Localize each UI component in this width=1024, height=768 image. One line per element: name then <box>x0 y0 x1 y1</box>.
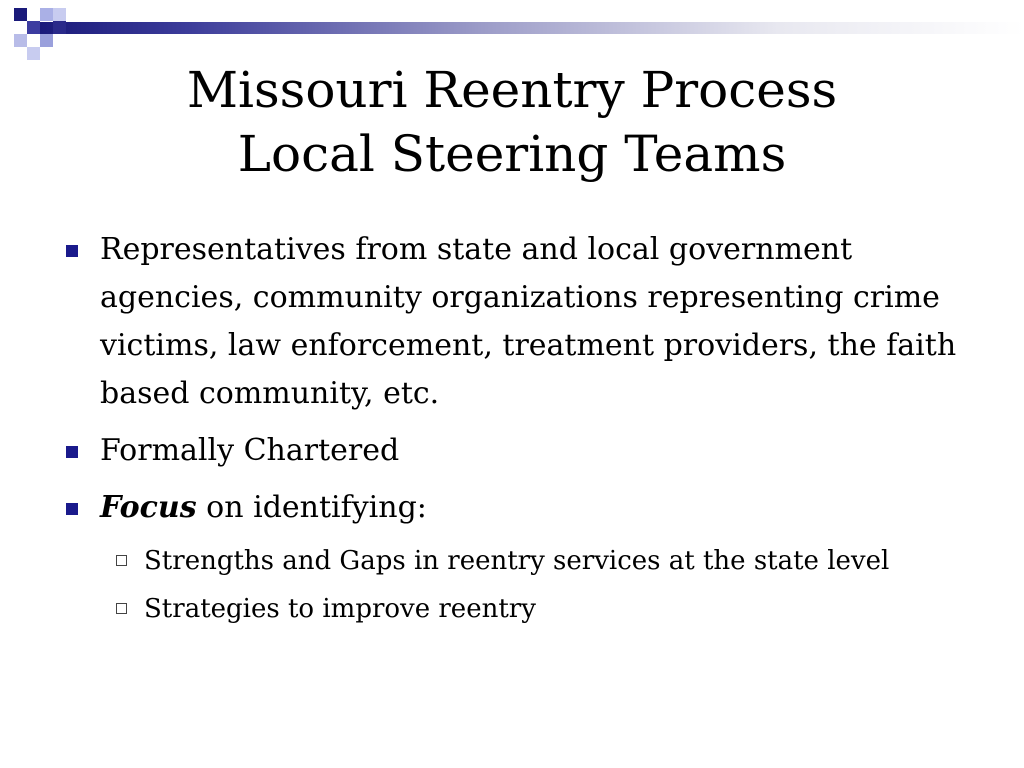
bullet-item <box>64 226 984 418</box>
hollow-square-bullet-icon <box>116 555 127 566</box>
bullet-text: on identifying: <box>196 490 427 525</box>
deco-square <box>27 21 40 34</box>
bullet-emphasis: Focus <box>100 490 197 525</box>
deco-square <box>53 21 66 34</box>
bullet-item <box>64 427 984 475</box>
bullet-item <box>64 484 984 532</box>
sub-bullet-text: Strengths and Gaps in reentry services at the state level <box>144 546 890 576</box>
sub-bullet-item <box>116 541 984 581</box>
square-bullet-icon <box>66 245 78 257</box>
header-gradient-bar <box>40 22 1024 34</box>
square-bullet-icon <box>66 503 78 515</box>
deco-square <box>14 34 27 47</box>
deco-square <box>27 47 40 60</box>
square-bullet-icon <box>66 446 78 458</box>
deco-square <box>53 8 66 21</box>
bullet-text: Formally Chartered <box>100 433 400 468</box>
deco-square <box>14 8 27 21</box>
bullet-text: Representatives from state and local government agencies, community organizations representing crime victims, law enforcement, treatment providers, the faith based community, etc. <box>100 232 957 411</box>
sub-bullet-text: Strategies to improve reentry <box>144 594 536 624</box>
hollow-square-bullet-icon <box>116 603 127 614</box>
deco-square <box>40 34 53 47</box>
deco-square <box>40 8 53 21</box>
title-line-1: Missouri Reentry Process <box>186 61 838 119</box>
slide-body <box>64 226 984 637</box>
title-line-2: Local Steering Teams <box>237 125 787 183</box>
slide-title <box>60 58 964 186</box>
sub-bullet-item <box>116 589 984 629</box>
